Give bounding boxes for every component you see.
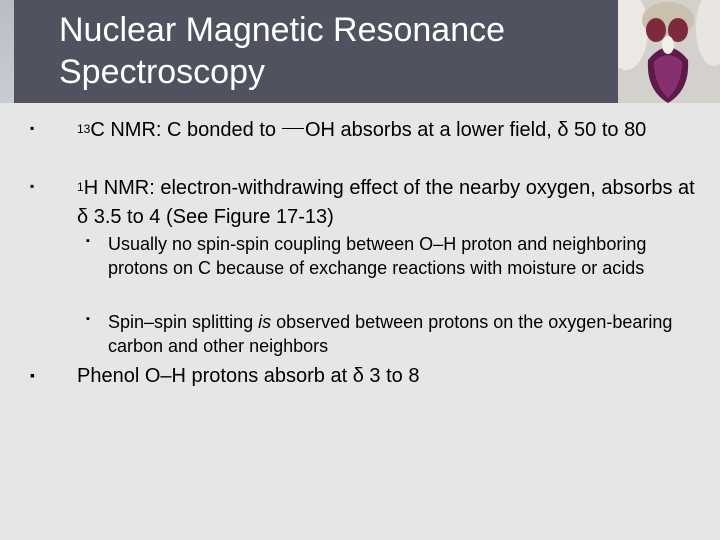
superscript-1: 1 (77, 180, 84, 194)
sub-bullet-splitting-after: observed between protons on the oxygen-bearing carbon and other neighbors (108, 312, 673, 356)
sub-bullet-no-coupling: Usually no spin-spin coupling between O–H proton and neighboring protons on C because of exchange reactions with moisture or acids (108, 234, 647, 278)
bullet-13c-lead: C NMR: C bonded to (90, 119, 276, 141)
bullet-1h-text: H NMR: electron-withdrawing effect of the nearby oxygen, absorbs at δ 3.5 to 4 (See Figure 17-13) (77, 177, 695, 228)
sub-bullet-splitting-em: is (258, 312, 272, 332)
bullet-13c-nmr (77, 116, 697, 145)
bullet-1h-nmr (77, 174, 697, 232)
superscript-13: 13 (77, 122, 91, 136)
bullet-13c-tail: OH absorbs at a lower field, δ 50 to 80 (305, 119, 647, 141)
sub-bullet-splitting (108, 310, 698, 358)
sub-bullet-splitting-before: Spin–spin splitting (108, 312, 259, 332)
slide-title: Nuclear Magnetic Resonance Spectroscopy (59, 11, 506, 91)
bullet-marker: ▪ (30, 367, 35, 383)
bullet-phenol: Phenol O–H protons absorb at δ 3 to 8 (77, 365, 420, 387)
sub-bullet-marker: ▪ (86, 313, 90, 325)
bullet-marker: ▪ (30, 179, 35, 193)
orchid-illustration (618, 0, 720, 103)
bullet-marker: ▪ (30, 121, 35, 135)
orchid-image (618, 0, 720, 103)
sub-bullet-marker: ▪ (86, 235, 90, 247)
title-bar (14, 0, 618, 103)
bond-dash (282, 128, 304, 129)
